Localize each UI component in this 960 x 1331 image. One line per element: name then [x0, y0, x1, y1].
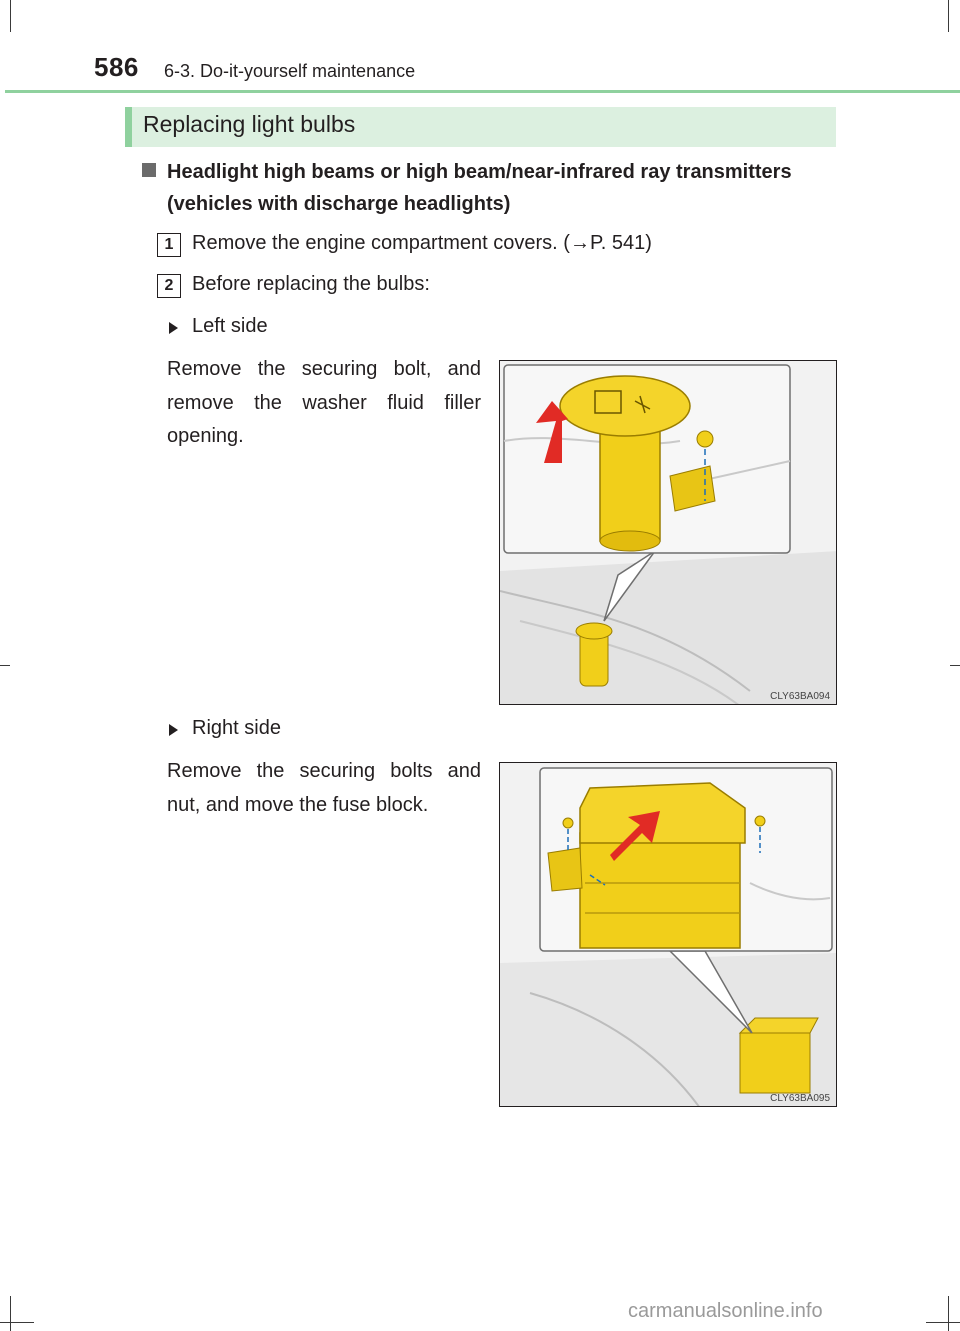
crop-mark-right-mid: [950, 665, 960, 666]
section-bar-title: Replacing light bulbs: [143, 111, 356, 137]
procedure-heading: Headlight high beams or high beam/near-infrared ray transmitters (vehicles with discharge headlights): [167, 161, 792, 215]
right-side-label: Right side: [192, 717, 281, 739]
crop-mark-bottom-left-h: [0, 1322, 34, 1323]
header-rule: [5, 90, 960, 93]
washer-filler-illustration: [500, 361, 837, 705]
left-side-instruction: Remove the securing bolt, and remove the washer fluid filler opening.: [167, 358, 481, 447]
step-number-1: 1: [157, 233, 181, 257]
crop-mark-top-left: [10, 0, 11, 32]
triangle-bullet-icon: [169, 724, 178, 736]
figure-code-left: CLY63BA094: [770, 691, 830, 702]
section-title: 6-3. Do-it-yourself maintenance: [164, 61, 416, 81]
left-side-figure: [499, 360, 837, 705]
square-bullet-icon: [142, 163, 156, 177]
left-side-label: Left side: [192, 315, 268, 337]
step-number-2: 2: [157, 274, 181, 298]
crop-mark-left-mid: [0, 665, 10, 666]
crop-mark-bottom-left: [10, 1296, 11, 1331]
page-number: 586: [94, 52, 139, 82]
right-side-instruction: Remove the securing bolts and nut, and move the fuse block.: [167, 760, 481, 816]
right-side-figure: [499, 762, 837, 1107]
crop-mark-bottom-right-h: [926, 1322, 960, 1323]
figure-code-right: CLY63BA095: [770, 1093, 830, 1104]
step-text-2: Before replacing the bulbs:: [192, 273, 430, 295]
triangle-bullet-icon: [169, 322, 178, 334]
fuse-block-illustration: [500, 763, 837, 1107]
site-watermark: carmanualsonline.info: [628, 1300, 823, 1322]
crop-mark-top-right: [948, 0, 949, 32]
crop-mark-bottom-right: [948, 1296, 949, 1331]
step-text-1: Remove the engine compartment covers. (→P. 541): [192, 232, 652, 254]
